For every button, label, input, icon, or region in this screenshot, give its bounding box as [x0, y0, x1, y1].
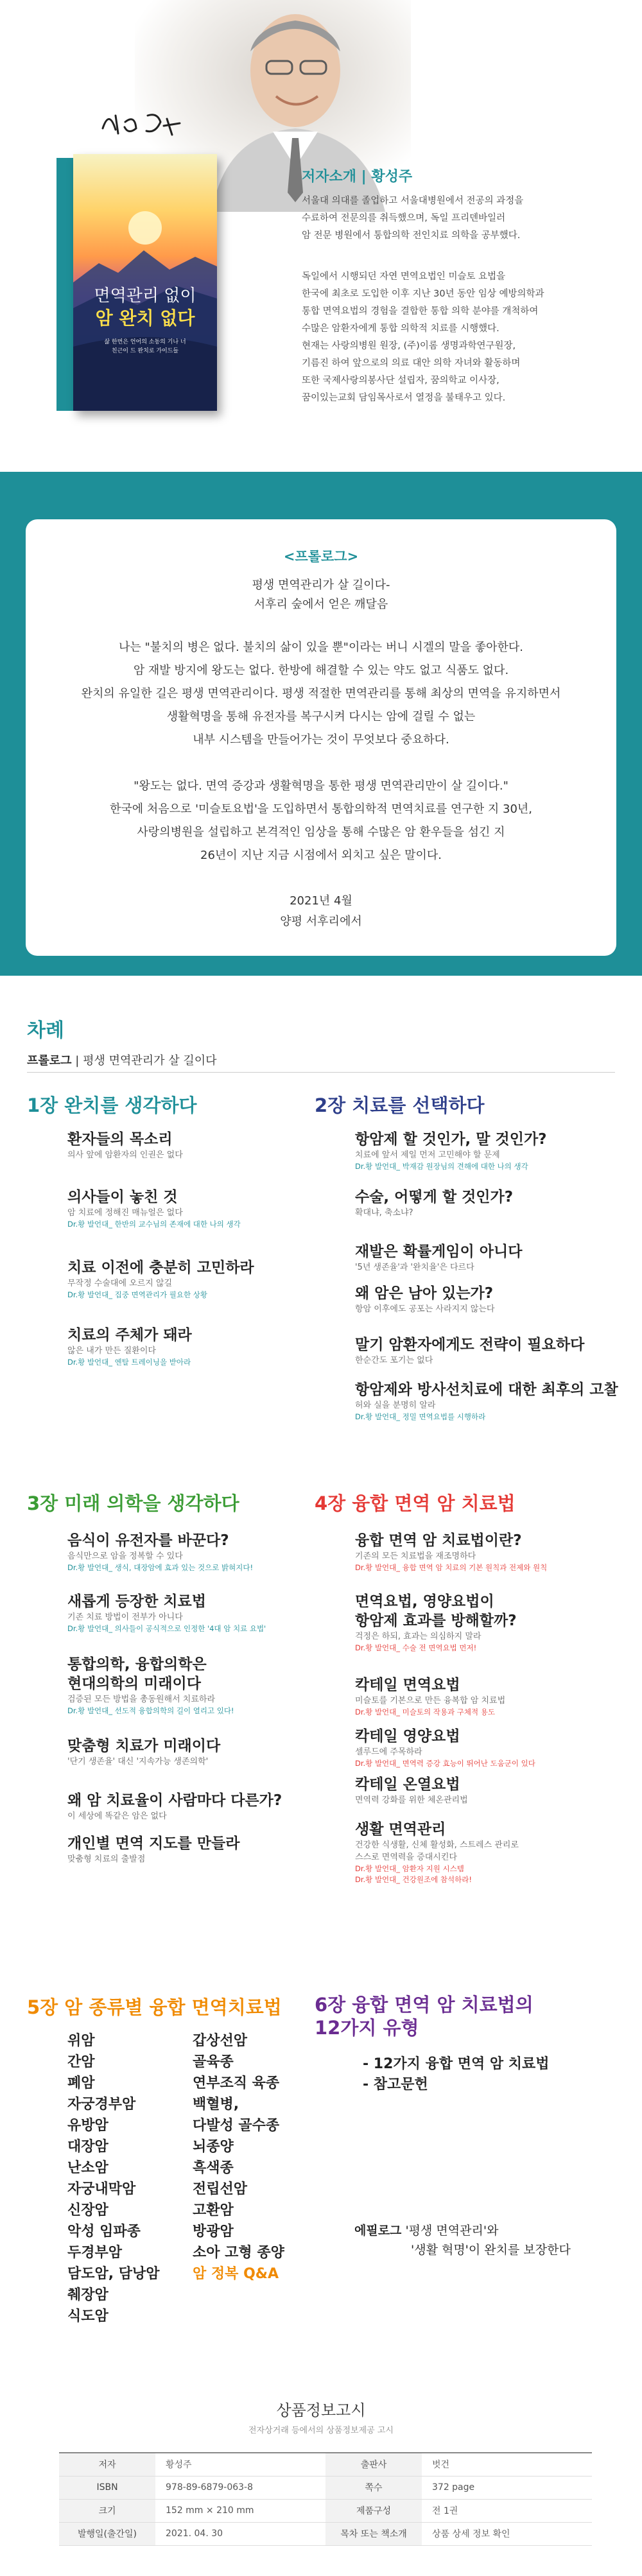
prologue-line: 내부 시스템을 만들어가는 것이 무엇보다 중요하다.	[193, 733, 449, 747]
prologue-paragraph-2	[26, 775, 616, 867]
chapter-5-list-col-2	[193, 2030, 321, 2285]
cancer-type: 자궁내막암	[67, 2181, 136, 2197]
product-info-table	[59, 2452, 592, 2546]
prologue-line: "왕도는 없다. 면역 증강과 생활혁명을 통한 평생 면역관리만이 살 길이다."	[134, 779, 508, 793]
info-value: 372 page	[422, 2476, 592, 2499]
toc-item-summary: '5년 생존율'과 '완치율'은 다르다	[355, 1263, 474, 1272]
toc-item-title: 맞춤형 치료가 미래이다	[67, 1738, 221, 1754]
toc-item	[67, 1130, 343, 1161]
cancer-type: 고환암	[193, 2202, 234, 2218]
toc-prologue-text: | 평생 면역관리가 살 길이다	[71, 1054, 217, 1068]
toc-item	[355, 1380, 631, 1422]
toc-item	[67, 1326, 343, 1368]
toc-item-title: 환자들의 목소리	[67, 1131, 173, 1148]
author-bio-1	[302, 193, 623, 245]
toc-item-summary: 걱정은 하되, 효과는 의심하지 말라	[355, 1632, 482, 1641]
toc-item-title: 통합의학, 융합의학은 현대의학의 미래이다	[67, 1656, 207, 1692]
prologue-line: 나는 "불치의 병은 없다. 불치의 삶이 있을 뿐"이라는 버니 시겔의 말을 좋아한다.	[119, 641, 523, 654]
info-value: 978-89-6879-063-8	[155, 2476, 325, 2499]
toc-item-summary: 한순간도 포기는 없다	[355, 1356, 433, 1365]
toc-item	[355, 1592, 631, 1654]
prologue-subtitle-1: 평생 면역관리가 살 길이다-	[252, 578, 390, 592]
toc-item-summary: 셀루드에 주목하라	[355, 1747, 422, 1757]
toc-item-title: 재발은 확률게임이 아니다	[355, 1243, 523, 1260]
cancer-type: 폐암	[67, 2075, 95, 2091]
info-value: 벗건	[422, 2453, 592, 2476]
toc-item	[67, 1655, 343, 1716]
toc-item-summary: 검증된 모든 방법을 총동원해서 치료하라	[67, 1695, 216, 1704]
author-bio-2	[302, 268, 623, 407]
toc-item	[67, 1188, 343, 1230]
toc-item-title: 새롭게 등장한 치료법	[67, 1593, 206, 1610]
product-info-title: 상품정보고시	[276, 2401, 366, 2419]
chapter-5-heading: 5장 암 종류별 융합 면역치료법	[27, 1996, 282, 2018]
prologue-subtitle-2: 서후리 숲에서 얻은 깨달음	[254, 598, 388, 611]
divider	[27, 1072, 615, 1073]
toc-item-summary: '단기 생존율' 대신 '지속가능 생존의학'	[67, 1757, 209, 1767]
author-heading: 저자소개 | 황성주	[302, 169, 413, 185]
book-title-line-2: 암 완치 없다	[95, 307, 195, 329]
toc-item-title: 칵테일 온열요법	[355, 1776, 460, 1793]
chapter-3-heading: 3장 미래 의학을 생각하다	[27, 1492, 239, 1514]
toc-item	[355, 1775, 631, 1806]
toc-item-title: 생활 면역관리	[355, 1821, 446, 1838]
toc-title: 차례	[27, 1019, 64, 1042]
toc-item-title: 면역요법, 영양요법이 항암제 효과를 방해할까?	[355, 1593, 517, 1629]
prologue-line: 한국에 처음으로 '미슬토요법'을 도입하면서 통합의학적 면역치료를 연구한 지 30년,	[109, 802, 533, 816]
toc-item-title: 왜 암 치료율이 사람마다 다른가?	[67, 1792, 282, 1809]
toc-item	[67, 1834, 343, 1865]
cancer-type: 백혈병,	[193, 2096, 239, 2113]
bio-line: 수료하여 전문의를 취득했으며, 독일 프리덴바일러	[302, 213, 506, 223]
toc-item-summary: 음식만으로 암을 정복할 수 있다	[67, 1552, 183, 1561]
cancer-type: 뇌종양	[193, 2139, 234, 2155]
cancer-type: 연부조직 육종	[193, 2075, 280, 2091]
toc-item-summary: 무작정 수술대에 오르지 않길	[67, 1279, 173, 1288]
cancer-type: 췌장암	[67, 2287, 108, 2303]
toc-item-title: 수술, 어떻게 할 것인가?	[355, 1189, 514, 1206]
bio-line: 기름진 하여 앞으로의 의료 대안 의학 자녀와 활동하며	[302, 358, 521, 368]
toc-item	[355, 1242, 631, 1274]
bio-line: 암 전문 병원에서 통합의학 전인치료 의학을 공부했다.	[302, 230, 521, 241]
chapter-6-sub-2: - 참고문헌	[363, 2077, 428, 2093]
prologue-line: 완치의 유일한 길은 평생 면역관리이다. 평생 적절한 면역관리를 통해 최상의 면역을 유지하면서	[81, 687, 561, 700]
info-key: 출판사	[325, 2453, 422, 2476]
toc-item	[355, 1130, 631, 1172]
bio-line: 한국에 최초로 도입한 이후 지난 30년 동안 임상 예방의학과	[302, 289, 544, 299]
chapter-6-sub-1: - 12가지 융합 면역 암 치료법	[363, 2056, 550, 2072]
toc-prologue-label: 프롤로그	[27, 1054, 72, 1068]
chapter-6-heading: 6장 융합 면역 암 치료법의 12가지 유형	[315, 1994, 534, 2039]
toc-item-note: Dr.황 발언대_ 집중 면역관리가 필요한 상황	[67, 1290, 207, 1299]
bio-line: 통합 면역요법의 경험을 결합한 통합 의학 분야를 개척하여	[302, 306, 539, 316]
prologue-line: 26년이 지난 지금 시점에서 외치고 싶은 말이다.	[200, 849, 442, 862]
epilogue-text-2: '생활 혁명'이 완치를 보장한다	[411, 2243, 571, 2257]
toc-item	[355, 1188, 631, 1219]
toc-item-title: 음식이 유전자를 바꾼다?	[67, 1532, 229, 1549]
toc-item	[67, 1592, 343, 1634]
bio-line: 서울대 의대를 졸업하고 서울대병원에서 전공의 과정을	[302, 196, 524, 206]
prologue-line: 암 재발 방지에 왕도는 없다. 한방에 해결할 수 있는 약도 없고 식품도 없다.	[133, 664, 509, 677]
toc-item-note: Dr.황 발언대_ 면역력 증강 효능이 뛰어난 도움군이 있다	[355, 1759, 535, 1768]
toc-item-summary: 치료에 앞서 제일 먼저 고민해야 할 문제	[355, 1150, 500, 1160]
toc-item	[67, 1531, 343, 1573]
cancer-type: 위암	[67, 2033, 95, 2049]
toc-item-note: Dr.황 발언대_ 한반의 교수님의 존재에 대한 나의 생각	[67, 1220, 241, 1229]
cancer-type: 담도암, 담낭암	[67, 2266, 160, 2282]
info-key: 목차 또는 책소개	[325, 2522, 422, 2545]
cancer-type: 골육종	[193, 2054, 234, 2070]
toc-item-summary: 암 치료에 정해진 매뉴얼은 없다	[67, 1208, 183, 1218]
toc-item	[355, 1727, 631, 1769]
prologue-paragraph-1	[26, 636, 616, 752]
cancer-type: 식도암	[67, 2308, 108, 2324]
toc-item-title: 의사들이 놓친 것	[67, 1189, 178, 1206]
toc-item	[355, 1531, 631, 1573]
toc-item-summary: 이 세상에 똑같은 암은 없다	[67, 1811, 167, 1821]
prologue-date: 2021년 4월	[290, 894, 352, 908]
toc-item	[355, 1284, 631, 1315]
bio-line: 현재는 사랑의병원 원장, (주)이롬 생명과학연구원장,	[302, 341, 516, 351]
toc-item-note: Dr.황 발언대_ 정밀 면역요법를 시행하라	[355, 1412, 486, 1421]
info-row	[59, 2499, 592, 2522]
cancer-type: 다발성 골수종	[193, 2118, 280, 2134]
toc-item-title: 개인별 면역 지도를 만들라	[67, 1835, 240, 1852]
toc-item	[355, 1820, 631, 1885]
cancer-type: 악성 임파종	[67, 2224, 141, 2240]
chapter-2-heading: 2장 치료를 선택하다	[315, 1094, 485, 1116]
info-value: 152 mm × 210 mm	[155, 2499, 325, 2522]
bio-line: 꿈이있는교회 담임목사로서 열정을 불태우고 있다.	[302, 393, 506, 403]
toc-item-summary: 의사 앞에 암환자의 인권은 없다	[67, 1150, 183, 1160]
toc-item-title: 치료 이전에 충분히 고민하라	[67, 1259, 254, 1276]
info-key: 발행일(출간일)	[59, 2522, 155, 2545]
toc-item-note: Dr.황 발언대_ 의사들이 공식적으로 인정한 '4대 암 치료 요법'	[67, 1624, 266, 1633]
cancer-type: 두경부암	[67, 2245, 123, 2261]
cancer-type: 소아 고형 종양	[193, 2245, 284, 2261]
toc-item	[67, 1791, 343, 1822]
book-front	[73, 154, 217, 411]
info-row	[59, 2453, 592, 2476]
cancer-type: 유방암	[67, 2118, 108, 2134]
bio-line: 수많은 암환자에게 통합 의학적 치료를 시행했다.	[302, 324, 499, 334]
toc-item-title: 칵테일 영양요법	[355, 1728, 460, 1745]
toc-item-summary: 기존의 모든 치료법을 재조명하다	[355, 1552, 476, 1561]
prologue-card	[26, 519, 616, 956]
prologue-section	[0, 472, 642, 976]
qa-item: 암 정복 Q&A	[193, 2266, 279, 2282]
toc-item-summary: 항암 이후에도 공포는 사라지지 않는다	[355, 1304, 495, 1314]
info-key: 제품구성	[325, 2499, 422, 2522]
toc-item-summary: 허와 실을 분명히 알라	[355, 1401, 436, 1410]
book-title-line-1: 면역관리 없이	[94, 286, 196, 306]
info-row	[59, 2476, 592, 2499]
toc-item-title: 항암제 할 것인가, 말 것인가?	[355, 1131, 547, 1148]
cancer-type: 전립선암	[193, 2181, 248, 2197]
epilogue-text-1: '평생 면역관리'와	[401, 2224, 499, 2238]
toc-item-summary: 확대냐, 축소냐?	[355, 1208, 413, 1218]
toc-item-note: Dr.황 발언대_ 엔탈 트레이닝을 받아라	[67, 1358, 191, 1367]
toc-item-note: Dr.황 발언대_ 암환자 지원 시스템 Dr.황 발언대_ 건강원조에 참석하라!	[355, 1864, 472, 1884]
toc-item	[355, 1335, 631, 1367]
toc-prologue	[27, 1051, 217, 1068]
toc-item-summary: 맞춤형 치료의 출발점	[67, 1854, 146, 1864]
info-row	[59, 2522, 592, 2545]
info-value: 전 1권	[422, 2499, 592, 2522]
chapter-1-heading: 1장 완치를 생각하다	[27, 1094, 197, 1116]
cancer-type: 자궁경부암	[67, 2096, 136, 2113]
toc-item-summary: 건강한 식생활, 신체 활성화, 스트레스 관리로 스스로 면역력을 증대시킨다	[355, 1840, 519, 1862]
toc-item-note: Dr.황 발언대_ 융합 면역 암 치료의 기본 원칙과 전제와 원칙	[355, 1563, 548, 1572]
book-tagline-2: 친근이 드 완치로 가이드들	[111, 348, 179, 354]
cancer-type: 신장암	[67, 2202, 108, 2218]
info-value: 상품 상세 정보 확인	[422, 2522, 592, 2545]
info-key: ISBN	[59, 2476, 155, 2499]
toc-item	[355, 1675, 631, 1718]
toc-item-note: Dr.황 발언대_ 수술 전 면역요법 먼저!	[355, 1643, 477, 1652]
bio-line: 또한 국제사랑의봉사단 설립자, 꿈의학교 이사장,	[302, 376, 499, 386]
cancer-type: 대장암	[67, 2139, 108, 2155]
cancer-type: 간암	[67, 2054, 95, 2070]
toc-item-title: 항암제와 방사선치료에 대한 최후의 고찰	[355, 1381, 618, 1398]
toc-item-summary: 미슬토를 기본으로 만든 융복합 암 치료법	[355, 1696, 506, 1706]
epilogue-label: 에필로그	[354, 2224, 402, 2238]
info-value: 2021. 04. 30	[155, 2522, 325, 2545]
prologue-line: 생활혁명을 통해 유전자를 복구시켜 다시는 암에 걸릴 수 없는	[166, 710, 476, 723]
toc-item-summary: 않은 내가 만든 질환이다	[67, 1346, 156, 1356]
toc-item	[67, 1736, 343, 1768]
bio-line: 독일에서 시행되던 자연 면역요법인 미슬토 요법을	[302, 272, 506, 282]
prologue-title: <프롤로그>	[283, 549, 359, 564]
toc-item-note: Dr.황 발언대_ 미슬토의 작용과 구체적 용도	[355, 1707, 495, 1716]
toc-item-summary: 면역력 강화를 위한 체온관리법	[355, 1795, 468, 1805]
info-key: 저자	[59, 2453, 155, 2476]
author-signature	[96, 103, 193, 148]
toc-item-title: 말기 암환자에게도 전략이 필요하다	[355, 1336, 585, 1353]
toc-item-note: Dr.황 발언대_ 박재감 원장님의 견해에 대한 나의 생각	[355, 1162, 528, 1171]
cancer-type: 난소암	[67, 2160, 108, 2176]
cancer-type: 갑상선암	[193, 2033, 248, 2049]
toc-item-note: Dr.황 발언대_ 선도적 융합의학의 길이 열리고 있다!	[67, 1706, 234, 1715]
toc-item-title: 칵테일 면역요법	[355, 1677, 460, 1693]
chapter-5-list-col-1	[67, 2030, 196, 2327]
product-info-body	[59, 2453, 592, 2545]
toc-item-note: Dr.황 발언대_ 생식, 대장암에 효과 있는 것으로 밝혀지다!	[67, 1563, 254, 1572]
info-key: 쪽수	[325, 2476, 422, 2499]
prologue-place: 양평 서후리에서	[280, 915, 362, 928]
cancer-type: 방광암	[193, 2224, 234, 2240]
toc-item-title: 융합 면역 암 치료법이란?	[355, 1532, 522, 1549]
book-tagline-1: 삶 한번은 언어의 소동의 기나 너	[104, 339, 186, 345]
product-info-subtitle: 전자상거래 등에서의 상품정보제공 고시	[248, 2426, 394, 2435]
chapter-4-heading: 4장 융합 면역 암 치료법	[315, 1492, 516, 1514]
info-value: 황성주	[155, 2453, 325, 2476]
epilogue	[354, 2221, 571, 2260]
author-section	[0, 0, 642, 462]
toc-item-title: 치료의 주체가 돼라	[67, 1327, 192, 1344]
book-cover	[56, 154, 217, 411]
prologue-line: 사랑의병원을 설립하고 본격적인 임상을 통해 수많은 암 환우들을 섬긴 지	[137, 826, 505, 839]
toc-item-title: 왜 암은 남아 있는가?	[355, 1285, 494, 1302]
info-key: 크기	[59, 2499, 155, 2522]
toc-item-summary: 기존 치료 방법이 전부가 아니다	[67, 1612, 183, 1622]
toc-item	[67, 1258, 343, 1301]
cancer-type: 흑색종	[193, 2160, 234, 2176]
